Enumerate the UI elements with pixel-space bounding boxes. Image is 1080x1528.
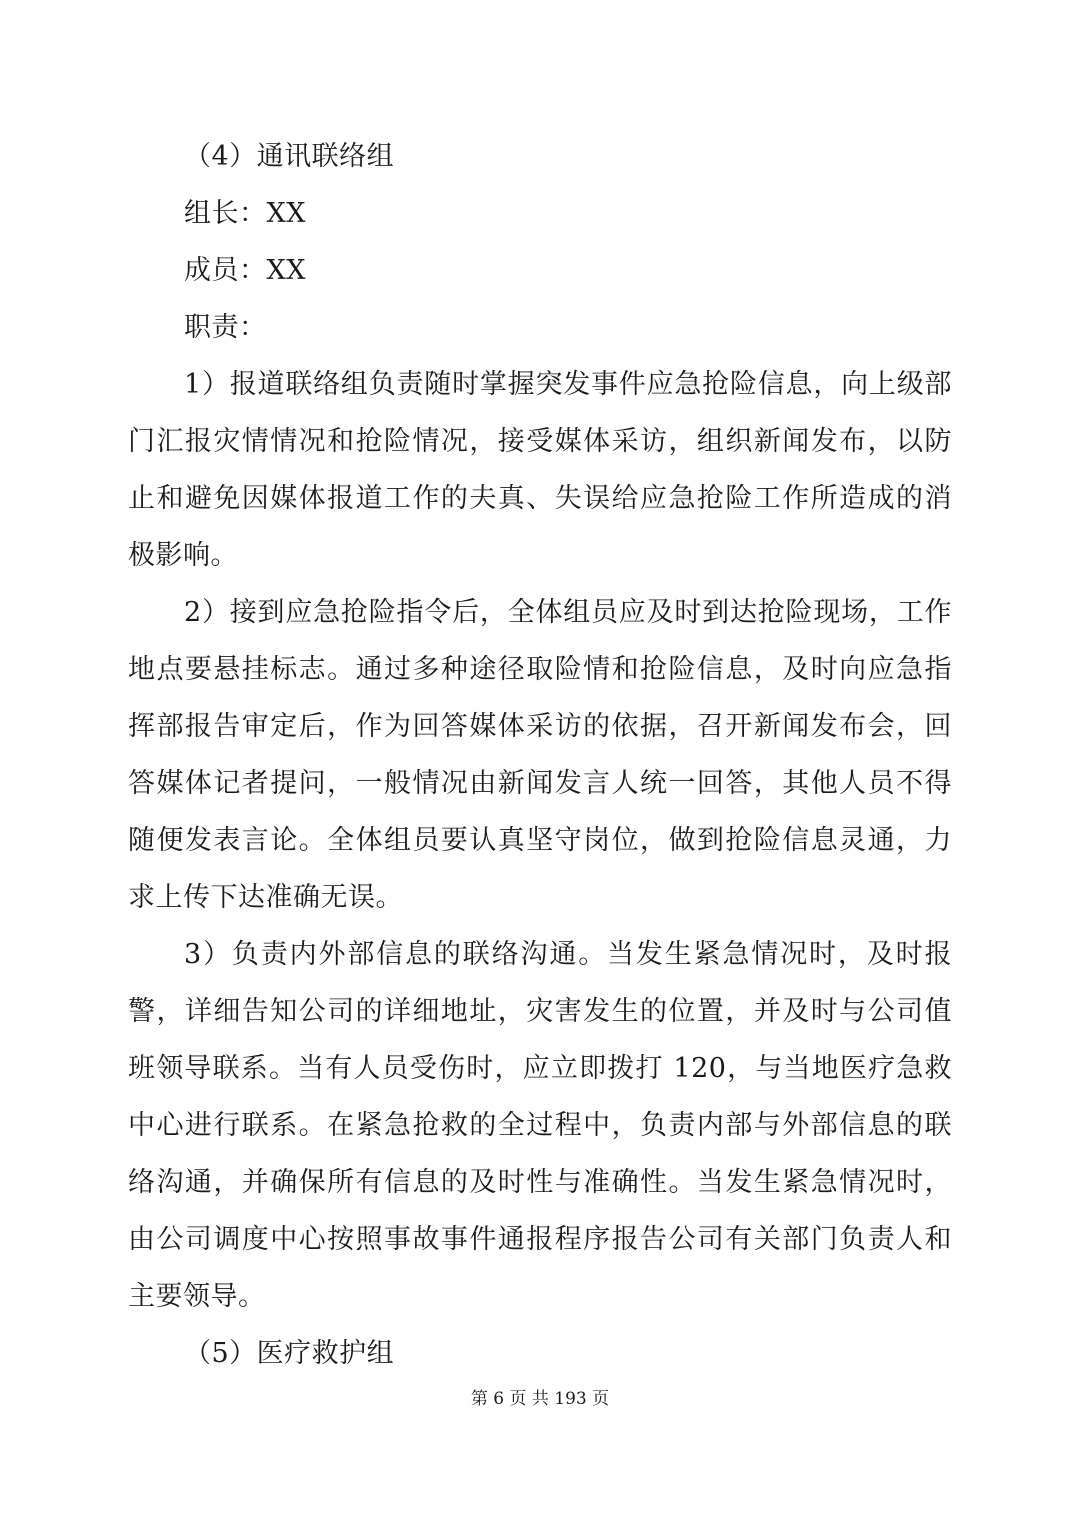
section-heading-5: （5）医疗救护组 [184, 1338, 395, 1369]
leader-line: 组长：XX [184, 198, 306, 229]
duty-paragraph-1: 1）报道联络组负责随时掌握突发事件应急抢险信息，向上级部门汇报灾情情况和抢险情况，接受媒体采访，组织新闻发布，以防止和避免因媒体报道工作的夫真、失误给应急抢险工作所造成的消极影响。 [128, 369, 952, 571]
duties-label: 职责： [184, 312, 267, 343]
duty-paragraph-3: 3）负责内外部信息的联络沟通。当发生紧急情况时，及时报警，详细告知公司的详细地址，灾害发生的位置，并及时与公司值班领导联系。当有人员受伤时，应立即拨打 120，与当地医疗急救中心进行联系。在紧急抢救的全过程中，负责内部与外部信息的联络沟通，并确保所有信息的及时性与准确性。当发生紧急情况时，由公司调度中心按照事故事件通报程序报告公司有关部门负责人和主要领导。 [128, 939, 952, 1312]
page-number-footer: 第 6 页 共 193 页 [470, 1389, 610, 1409]
members-line: 成员：XX [184, 255, 306, 286]
section-heading-4: （4）通讯联络组 [184, 141, 395, 172]
document-body [128, 128, 952, 1382]
duty-paragraph-2: 2）接到应急抢险指令后，全体组员应及时到达抢险现场，工作地点要悬挂标志。通过多种途径取险情和抢险信息，及时向应急指挥部报告审定后，作为回答媒体采访的依据，召开新闻发布会，回答媒体记者提问，一般情况由新闻发言人统一回答，其他人员不得随便发表言论。全体组员要认真坚守岗位，做到抢险信息灵通，力求上传下达准确无误。 [128, 597, 952, 913]
